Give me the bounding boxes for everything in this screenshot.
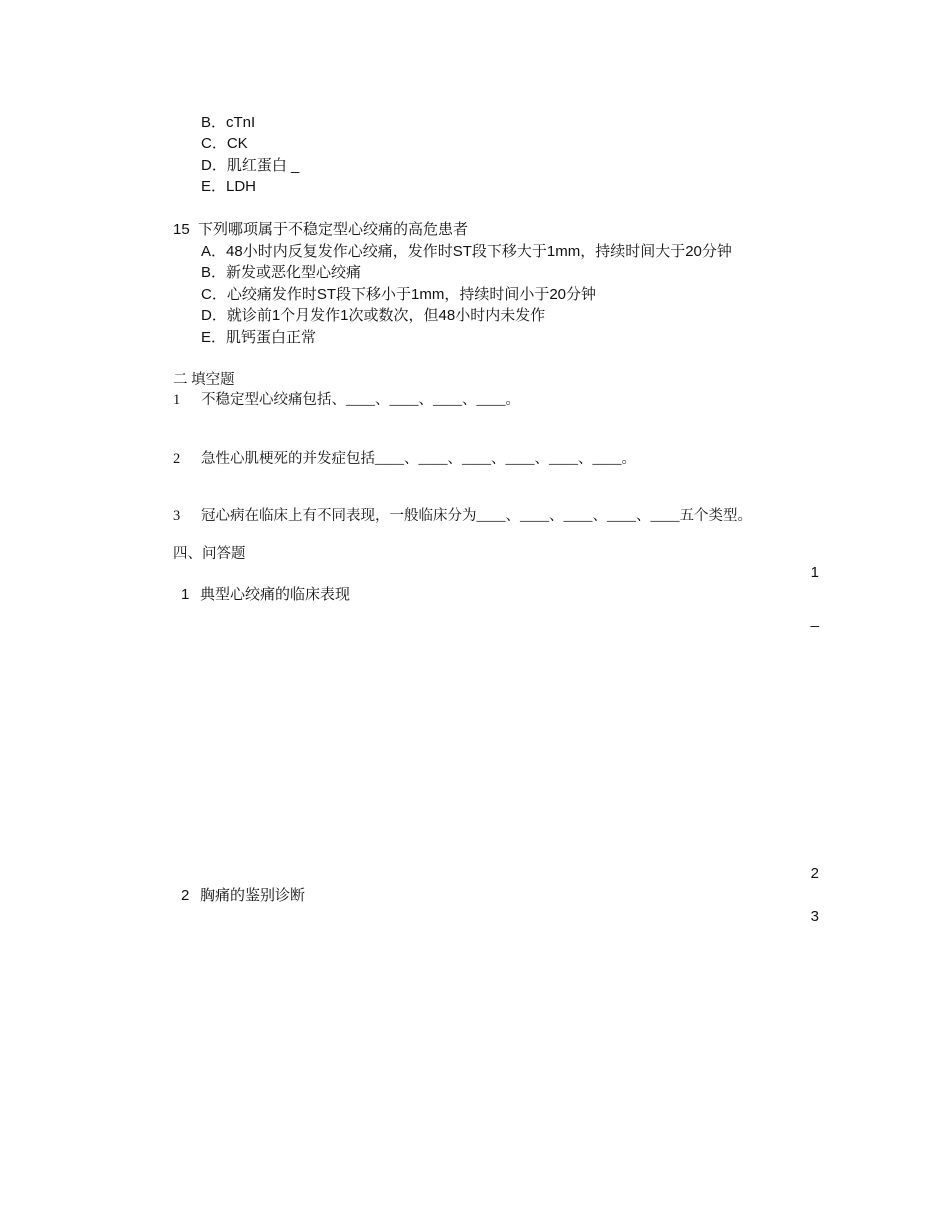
question-stem: 下列哪项属于不稳定型心绞痛的高危患者: [198, 221, 469, 238]
qa-item-number: 2: [181, 887, 190, 904]
qa-item-text: 胸痛的鉴别诊断: [200, 887, 306, 904]
option-c-prev: C．CK: [201, 135, 248, 152]
option-e-prev: E．LDH: [201, 178, 257, 195]
q15-option-d: D．就诊前1个月发作1次或数次，但48小时内未发作: [201, 307, 546, 324]
margin-mark: _: [810, 611, 819, 628]
margin-mark: 3: [810, 908, 819, 925]
option-b-prev: B．cTnI: [201, 114, 256, 131]
q15-option-b: B．新发或恶化型心绞痛: [201, 264, 362, 281]
fill-item-text: 不稳定型心绞痛包括、____、____、____、____。: [201, 392, 520, 408]
margin-mark: 2: [810, 865, 819, 882]
qa-item-text: 典型心绞痛的临床表现: [200, 586, 351, 603]
fill-item-number: 1: [173, 392, 181, 408]
fill-item-text: 急性心肌梗死的并发症包括____、____、____、____、____、____。: [201, 451, 636, 467]
margin-mark: 1: [810, 564, 819, 581]
qa-item-number: 1: [181, 586, 190, 603]
q15-option-e: E．肌钙蛋白正常: [201, 329, 317, 346]
q15-option-c: C．心绞痛发作时ST段下移小于1mm，持续时间小于20分钟: [201, 286, 597, 303]
fill-section-heading: 二 填空题: [173, 372, 235, 388]
qa-section-heading: 四、问答题: [173, 546, 246, 562]
question-number: 15: [173, 221, 190, 238]
question-15: [173, 220, 468, 240]
fill-item-text: 冠心病在临床上有不同表现，一般临床分为____、____、____、____、____五个类型。: [201, 508, 752, 524]
option-d-prev: D．肌红蛋白 _: [201, 157, 300, 174]
fill-item-number: 3: [173, 508, 181, 524]
fill-item-number: 2: [173, 451, 181, 467]
q15-option-a: A．48小时内反复发作心绞痛，发作时ST段下移大于1mm，持续时间大于20分钟: [201, 243, 732, 260]
